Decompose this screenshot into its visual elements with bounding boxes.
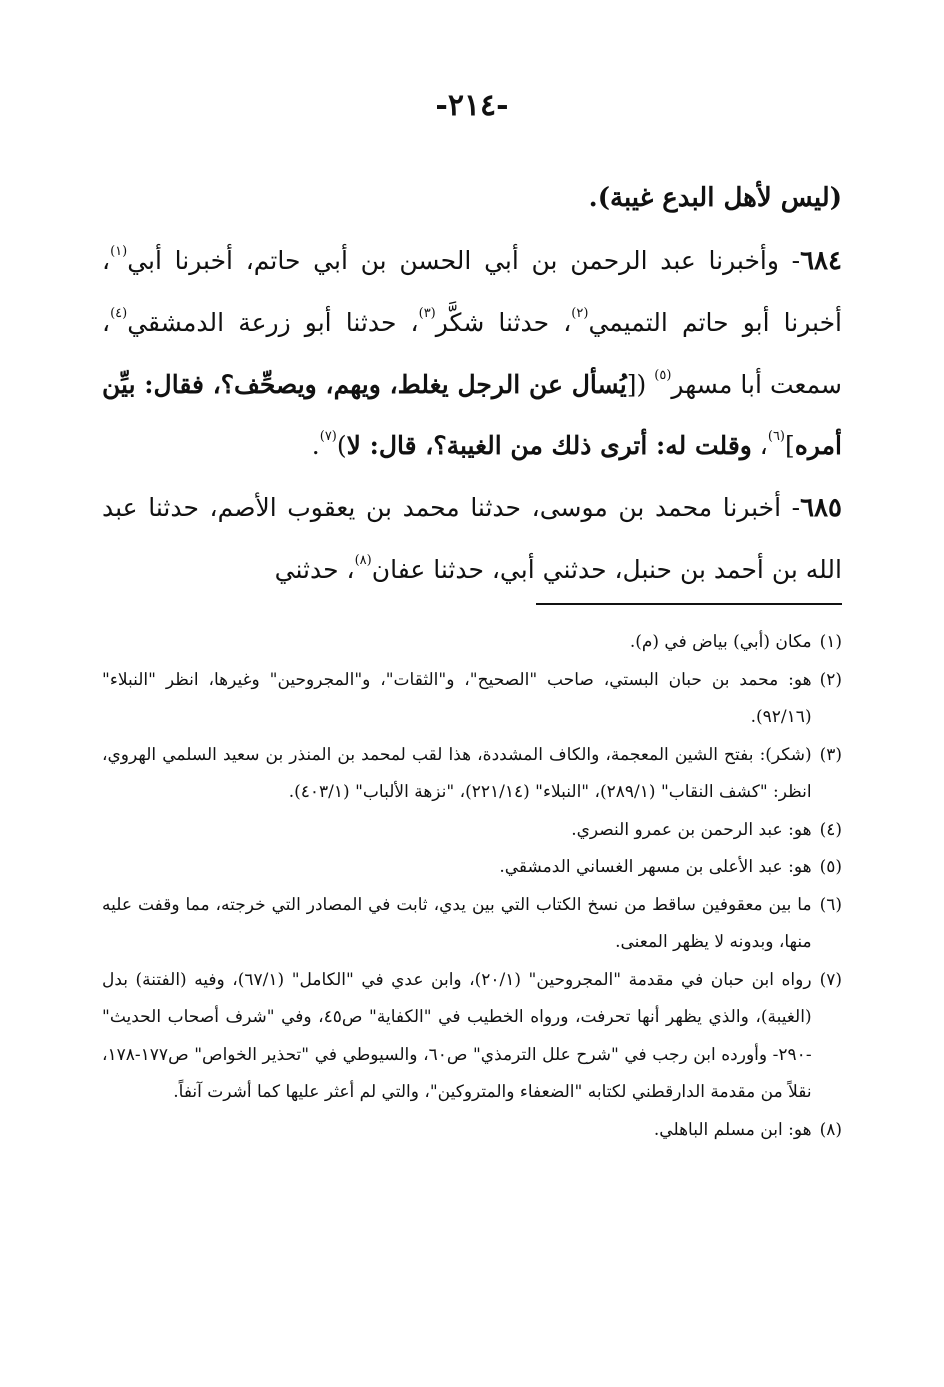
footnote-text: هو: عبد الرحمن بن عمرو النصري. [571, 819, 812, 840]
hadith-number: ٦٨٥ [800, 492, 842, 523]
quoted-text: وقلت له: أترى ذلك من الغيبة؟، قال: لا [346, 431, 752, 460]
footnote-7 [102, 962, 842, 1112]
footnote-1 [102, 624, 842, 662]
hadith-text: ، حدثني [274, 555, 355, 584]
hadith-text: . [311, 431, 320, 460]
hadith-684 [102, 230, 842, 477]
footnote-ref: (٣) [418, 306, 436, 321]
footnote-ref: (٨) [354, 553, 372, 568]
footnote-mark: (٦) [819, 894, 842, 915]
footnote-5 [102, 849, 842, 887]
section-title: (ليس لأهل البدع غيبة). [588, 183, 842, 213]
footnote-8 [102, 1112, 842, 1150]
hadith-text: ([ [626, 369, 655, 399]
footnote-text: هو: محمد بن حبان البستي، صاحب "الصحيح"، و"الثقات"، و"المجروحين" وغيرها، انظر "النبلاء" (٩٢/١٦). [102, 669, 812, 727]
footnote-mark: (٧) [819, 969, 842, 990]
footnote-2 [102, 662, 842, 737]
main-text [102, 168, 842, 601]
footnote-text: هو: عبد الأعلى بن مسهر الغساني الدمشقي. [499, 857, 812, 877]
footnote-ref: (٢) [571, 306, 589, 321]
footnote-mark: (٣) [819, 744, 842, 765]
page-number: -٢١٤- [435, 88, 509, 123]
footnote-text: مكان (أبي) بياض في (م). [629, 632, 812, 652]
hadith-text: ، [751, 431, 768, 460]
hadith-text: - وأخبرنا عبد الرحمن بن أبي الحسن بن أبي حاتم، أخبرنا أبي [127, 245, 801, 275]
hadith-text: ، حدثنا شكَّر [435, 308, 572, 337]
footnote-ref: (١) [110, 243, 128, 259]
footnote-mark: (٨) [819, 1119, 842, 1140]
footnote-3 [102, 737, 842, 812]
hadith-text: ، أخبرنا أبو حاتم التميمي [102, 245, 842, 337]
footnotes [102, 624, 842, 1149]
footnote-4 [102, 812, 842, 850]
footnote-text: هو: ابن مسلم الباهلي. [653, 1119, 812, 1140]
footnote-ref: (٥) [654, 367, 672, 383]
footnote-mark: (٤) [819, 819, 842, 840]
quoted-text: يُسأل عن الرجل يغلط، ويهم، ويصحِّف؟، فقال: بيِّن أمره [102, 369, 842, 460]
hadith-text: - أخبرنا محمد بن موسى، حدثنا محمد بن يعقوب الأصم، حدثنا عبد الله بن أحمد بن حنبل، حدثني أبي، حدثنا عفان [102, 492, 842, 584]
footnote-divider [536, 603, 842, 605]
hadith-number: ٦٨٤ [800, 245, 842, 276]
hadith-text: ) [336, 431, 347, 460]
footnote-ref: (٧) [319, 429, 337, 444]
hadith-685 [102, 477, 842, 601]
footnote-mark: (٥) [819, 857, 842, 877]
hadith-text: ، حدثنا أبو زرعة الدمشقي [127, 308, 419, 337]
footnote-ref: (٤) [110, 306, 128, 321]
footnote-text: (شكر): بفتح الشين المعجمة، والكاف المشددة، هذا لقب لمحمد بن المنذر بن سعيد السلمي الهروي، انظر: "كشف النقاب" (٢٨٩/١)، "النبلاء" (٢٢١/١٤)، "نزهة الألباب" (٤٠٣/١). [102, 744, 812, 802]
footnote-text: ما بين معقوفين ساقط من نسخ الكتاب التي بين يدي، ثابت في المصادر التي خرجته، مما وقفت عليه منها، وبدونه لا يظهر المعنى. [102, 894, 812, 952]
footnote-6 [102, 887, 842, 962]
hadith-text: ، سمعت أبا مسهر [102, 308, 842, 399]
footnote-mark: (٢) [819, 669, 842, 690]
footnote-text: رواه ابن حبان في مقدمة "المجروحين" (٢٠/١)، وابن عدي في "الكامل" (٦٧/١)، وفيه (الفتنة) بدل (الغيبة)، والذي يظهر أنها تحرفت، ورواه الخطيب في "الكفاية" ص٤٥، وفي "شرف أصحاب الحديث" -٢٩٠- وأورده ابن رجب في "شرح علل الترمذي" ص٦٠، والسيوطي في "تحذير الخواص" ص١٧٧-١٧٨، نقلاً من مقدمة الدارقطني لكتابه "الضعفاء والمتروكين"، والتي لم أعثر عليها كما أشرت آنفاً. [102, 969, 812, 1102]
footnote-ref: (٦) [767, 429, 785, 444]
hadith-text: ] [785, 431, 795, 460]
footnote-mark: (١) [819, 632, 842, 652]
